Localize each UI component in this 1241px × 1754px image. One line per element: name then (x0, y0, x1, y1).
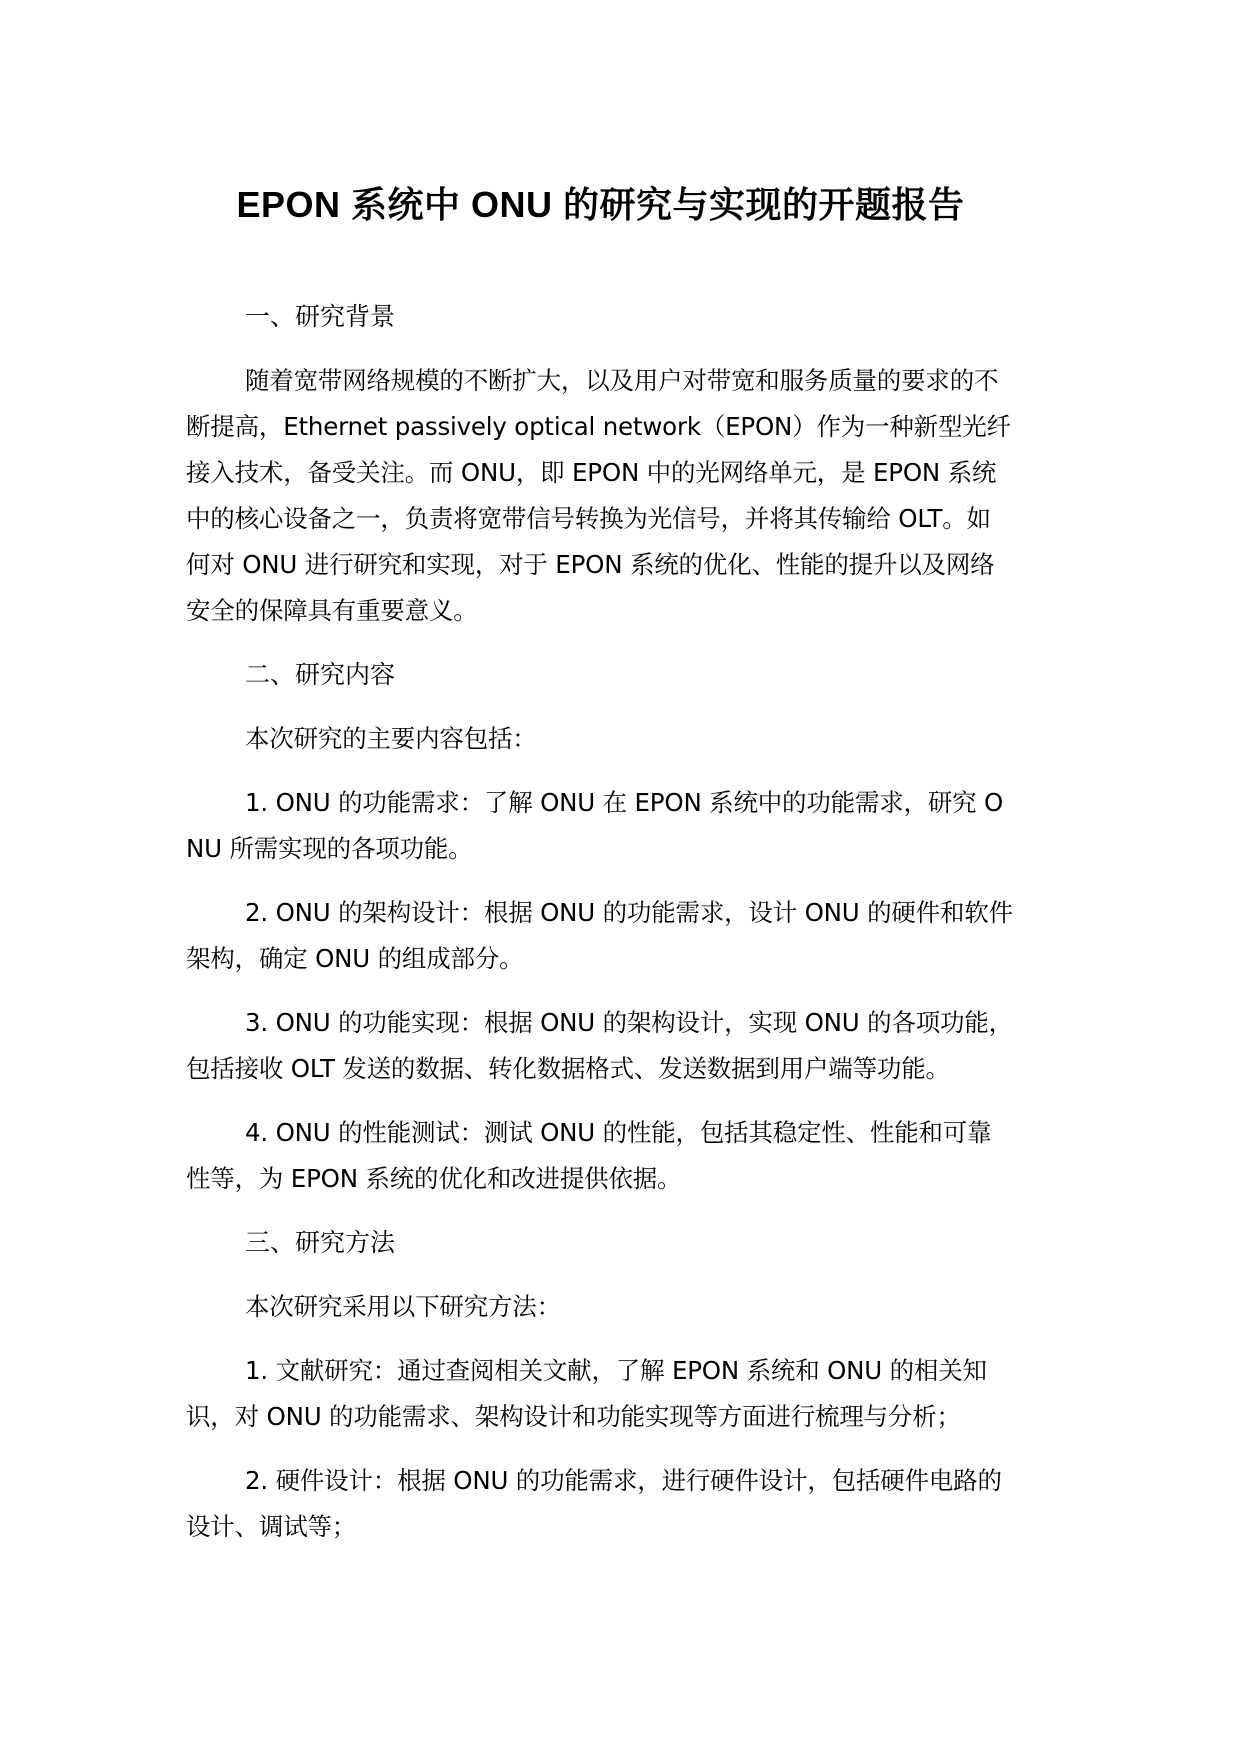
document-title: EPON 系统中 ONU 的研究与实现的开题报告 (236, 184, 965, 225)
list-item-content-2: 2. ONU 的架构设计：根据 ONU 的功能需求，设计 ONU 的硬件和软件架构，确定 ONU 的组成部分。 (186, 898, 1013, 973)
list-item-content-3: 3. ONU 的功能实现：根据 ONU 的架构设计，实现 ONU 的各项功能，包括接收 OLT 发送的数据、转化数据格式、发送数据到用户端等功能。 (186, 1008, 1013, 1083)
list-item-method-1: 1. 文献研究：通过查阅相关文献，了解 EPON 系统和 ONU 的相关知识，对 ONU 的功能需求、架构设计和功能实现等方面进行梳理与分析； (186, 1356, 987, 1431)
paragraph-methods-intro: 本次研究采用以下研究方法： (245, 1292, 561, 1321)
list-item-content-1: 1. ONU 的功能需求：了解 ONU 在 EPON 系统中的功能需求，研究 ONU 所需实现的各项功能。 (186, 788, 1004, 863)
list-item-method-2: 2. 硬件设计：根据 ONU 的功能需求，进行硬件设计，包括硬件电路的设计、调试等； (186, 1466, 1002, 1541)
section-heading-background: 一、研究背景 (245, 302, 396, 331)
list-item-content-4: 4. ONU 的性能测试：测试 ONU 的性能，包括其稳定性、性能和可靠性等，为 EPON 系统的优化和改进提供依据。 (186, 1118, 992, 1193)
paragraph-background: 随着宽带网络规模的不断扩大，以及用户对带宽和服务质量的要求的不断提高，Ethernet passively optical network（EPON）作为一种新型光纤接入技术，备受关注。而 ONU，即 EPON 中的光网络单元，是 EPON 系统中的核心设备之一，负责将宽带信号转换为光信号，并将其传输给 OLT。如何对 ONU 进行研究和实现，对于 EPON 系统的优化、性能的提升以及网络安全的保障具有重要意义。 (186, 366, 1011, 625)
section-heading-methods: 三、研究方法 (245, 1228, 396, 1257)
paragraph-content-intro: 本次研究的主要内容包括： (245, 724, 537, 753)
section-heading-content: 二、研究内容 (245, 660, 396, 689)
